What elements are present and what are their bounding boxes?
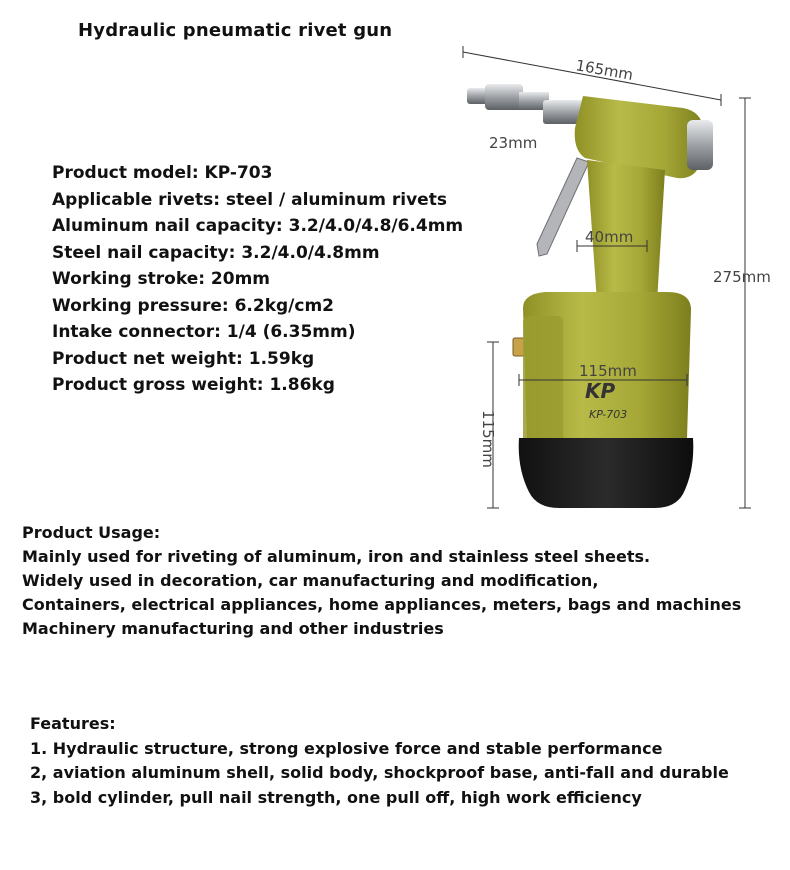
usage-section — [22, 521, 741, 641]
spec-aluminum-capacity: Aluminum nail capacity: 3.2/4.0/4.8/6.4mm — [52, 216, 464, 236]
spec-gross-weight: Product gross weight: 1.86kg — [52, 375, 335, 395]
feature-line: 3, bold cylinder, pull nail strength, one pull off, high work efficiency — [30, 787, 642, 807]
model-mark: KP-703 — [589, 408, 628, 421]
product-title: Hydraulic pneumatic rivet gun — [78, 20, 393, 41]
usage-heading: Product Usage: — [22, 523, 161, 542]
product-image — [455, 40, 785, 520]
spec-steel-capacity: Steel nail capacity: 3.2/4.0/4.8mm — [52, 242, 380, 263]
spec-net-weight: Product net weight: 1.59kg — [52, 348, 315, 369]
dim-base-width: 115mm — [579, 362, 637, 380]
spec-pressure: Working pressure: 6.2kg/cm2 — [52, 295, 335, 316]
usage-line: Machinery manufacturing and other industries — [22, 619, 444, 638]
feature-line: 2, aviation aluminum shell, solid body, shockproof base, anti-fall and durable — [30, 763, 729, 782]
spec-stroke: Working stroke: 20mm — [52, 269, 271, 289]
rubber-base — [519, 438, 694, 508]
usage-line: Containers, electrical appliances, home appliances, meters, bags and machines — [22, 595, 742, 614]
features-heading: Features: — [30, 714, 116, 733]
feature-line: 1. Hydraulic structure, strong explosive force and stable performance — [30, 738, 663, 758]
dim-length: 165mm — [574, 56, 635, 84]
features-section — [30, 712, 729, 810]
trigger-lever — [537, 158, 589, 256]
spec-rivets: Applicable rivets: steel / aluminum rivets — [52, 189, 447, 210]
spec-intake: Intake connector: 1/4 (6.35mm) — [52, 322, 356, 342]
dim-base-height: 115mm — [479, 410, 497, 468]
usage-line: Mainly used for riveting of aluminum, iron and stainless steel sheets. — [22, 547, 651, 566]
brand-logo: KP — [585, 379, 616, 403]
usage-line: Widely used in decoration, car manufacturing and modification, — [22, 571, 599, 590]
spec-list — [52, 160, 463, 399]
dim-nose: 23mm — [489, 134, 538, 152]
nose-barrel — [467, 84, 595, 124]
dim-grip: 40mm — [585, 228, 634, 246]
spec-model: Product model: KP-703 — [52, 163, 273, 183]
dim-height: 275mm — [713, 268, 771, 286]
